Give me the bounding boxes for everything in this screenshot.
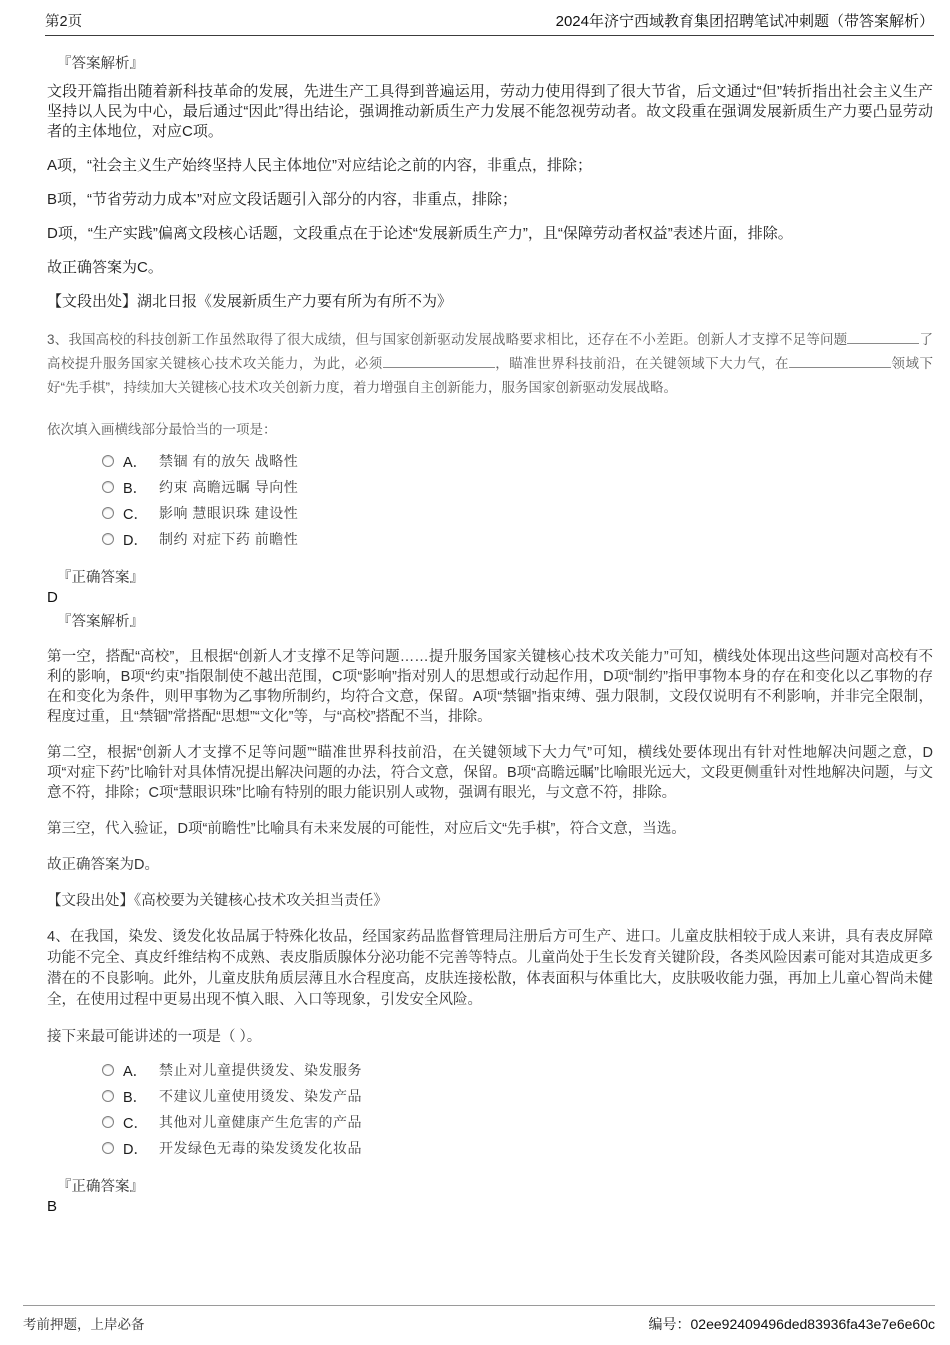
page-header [45, 10, 934, 36]
option-letter: D． [123, 532, 148, 549]
option-text: 禁止对儿童提供烫发、染发服务 [159, 1062, 362, 1078]
option-text: 开发绿色无毒的染发烫发化妆品 [159, 1140, 362, 1156]
option-letter: B． [123, 1089, 148, 1106]
serial-value: 02ee92409496ded83936fa43e7e6e60c [690, 1316, 935, 1332]
answer-analysis-heading: 『答案解析』 [57, 56, 144, 72]
option-c[interactable] [47, 500, 933, 526]
option-letter: B． [123, 480, 148, 497]
question-3-instruction: 依次填入画横线部分最恰当的一项是： [47, 422, 277, 437]
option-text: 影响 慧眼识珠 建设性 [159, 505, 299, 521]
fill-in-blank [789, 356, 891, 368]
option-a[interactable] [47, 1057, 933, 1083]
option-d[interactable] [47, 526, 933, 552]
question-4-instruction: 接下来最可能讲述的一项是（ ）。 [47, 1029, 262, 1045]
page-footer [23, 1305, 935, 1334]
option-letter: A． [123, 1063, 148, 1080]
radio-button[interactable] [102, 481, 114, 493]
stem-text: 领域下好“先手棋”，持续加大关键核心技术攻关创新力度，着力增强自主创新能力，服务国家创新驱动发展战略。 [47, 356, 934, 395]
option-letter: A． [123, 454, 148, 471]
analysis-paragraph: D项，“生产实践”偏离文段核心话题，文段重点在于论述“发展新质生产力”，且“保障劳动者权益”表述片面，排除。 [47, 225, 793, 242]
radio-button[interactable] [102, 507, 114, 519]
fill-in-blank [847, 332, 919, 344]
option-text: 不建议儿童使用烫发、染发产品 [159, 1088, 362, 1104]
question-3-answer-block [47, 566, 933, 631]
radio-button[interactable] [102, 1116, 114, 1128]
answer-analysis-heading: 『答案解析』 [57, 614, 144, 630]
analysis-paragraph: 第一空，搭配“高校”，且根据“创新人才支撑不足等问题……提升服务国家关键核心技术攻关能力”可知，横线处体现出这些问题对高校有不利的影响，B项“约束”指限制使不越出范围，C项“影响”指对别人的思想或行动起作用，D项“制约”指甲事物本身的存在和变化以乙事物的存在和变化为条件，则甲事物为乙事物所制约，均符合文意，保留。A项“禁锢”指束缚、强力限制，文段仅说明有不利影响，并非完全限制，程度过重，且“禁锢”常搭配“思想”“文化”等，与“高校”搭配不当，排除。 [47, 649, 933, 725]
analysis-paragraph: A项，“社会主义生产始终坚持人民主体地位”对应结论之前的内容，非重点，排除； [47, 157, 592, 174]
radio-button[interactable] [102, 1090, 114, 1102]
conclusion-text: 故正确答案为C。 [47, 259, 163, 276]
stem-text: 了高校提升服务国家关键核心技术攻关能力，为此，必须 [47, 332, 933, 371]
fill-in-blank [383, 356, 495, 368]
analysis-paragraph: 第三空，代入验证，D项“前瞻性”比喻具有未来发展的可能性，对应后文“先手棋”，符合文意，当选。 [47, 821, 686, 837]
option-letter: C． [123, 1115, 148, 1132]
source-reference: 【文段出处】湖北日报《发展新质生产力要有所为有所不为》 [47, 293, 453, 310]
analysis-paragraph: B项，“节省劳动力成本”对应文段话题引入部分的内容，非重点，排除； [47, 191, 517, 208]
analysis-paragraph: 文段开篇指出随着新科技革命的发展，先进生产工具得到普遍运用，劳动力使用得到了很大节省，后文通过“但”转折指出社会主义生产坚持以人民为中心，最后通过“因此”得出结论，强调推动新质生产力发展不能忽视劳动者。故文段重在强调发展新质生产力要凸显劳动者的主体地位，对应C项。 [47, 83, 933, 140]
option-b[interactable] [47, 474, 933, 500]
document-title: 2024年济宁西域教育集团招聘笔试冲刺题（带答案解析） [555, 13, 934, 30]
option-c[interactable] [47, 1109, 933, 1135]
option-letter: C． [123, 506, 148, 523]
option-b[interactable] [47, 1083, 933, 1109]
source-reference: 【文段出处】《高校要为关键核心技术攻关担当责任》 [47, 893, 388, 909]
question-3-options [47, 448, 933, 552]
option-text: 禁锢 有的放矢 战略性 [159, 453, 299, 469]
radio-button[interactable] [102, 455, 114, 467]
option-text: 约束 高瞻远瞩 导向性 [159, 479, 299, 495]
question-4-stem: 4、在我国，染发、烫发化妆品属于特殊化妆品，经国家药品监督管理局注册后方可生产、进口。儿童皮肤相较于成人来讲，具有表皮屏障功能不完全、真皮纤维结构不成熟、表皮脂质腺体分泌功能不完善等特点。儿童尚处于生长发育关键阶段，各类风险因素可能对其造成更多潜在的不良影响。此外，儿童皮肤角质层薄且水合程度高，皮肤连接松散，体表面积与体重比大，皮肤吸收能力强，再加上儿童心智尚未健全，在使用过程中更易出现不慎入眼、入口等现象，引发安全风险。 [47, 929, 933, 1008]
serial-label: 编号： [648, 1316, 691, 1332]
conclusion-text: 故正确答案为D。 [47, 857, 159, 873]
correct-answer-value: B [47, 1198, 58, 1215]
question-3-stem [47, 328, 933, 400]
question-4-answer-block [47, 1175, 933, 1215]
option-letter: D． [123, 1141, 148, 1158]
stem-text: ，瞄准世界科技前沿，在关键领域下大力气，在 [494, 356, 790, 371]
page-number: 第2页 [45, 14, 83, 30]
option-text: 其他对儿童健康产生危害的产品 [159, 1114, 362, 1130]
stem-text: 3、我国高校的科技创新工作虽然取得了很大成绩，但与国家创新驱动发展战略要求相比，还存在不小差距。创新人才支撑不足等问题 [47, 332, 848, 347]
page-content [47, 52, 933, 1219]
option-text: 制约 对症下药 前瞻性 [159, 531, 299, 547]
correct-answer-value: D [47, 589, 58, 606]
footer-slogan: 考前押题，上岸必备 [23, 1317, 145, 1332]
radio-button[interactable] [102, 1142, 114, 1154]
analysis-paragraph: 第二空，根据“创新人才支撑不足等问题”“瞄准世界科技前沿，在关键领域下大力气”可知，横线处要体现出有针对性地解决问题之意，D项“对症下药”比喻针对具体情况提出解决问题的办法，符合文意，保留。B项“高瞻远瞩”比喻眼光远大，文段更侧重针对性地解决问题，与文意不符，排除；C项“慧眼识珠”比喻有特别的眼力能识别人或物，强调有眼光，与文意不符，排除。 [47, 745, 933, 801]
correct-answer-heading: 『正确答案』 [57, 1179, 144, 1195]
radio-button[interactable] [102, 533, 114, 545]
correct-answer-heading: 『正确答案』 [57, 570, 144, 586]
document-serial [649, 1314, 935, 1334]
option-d[interactable] [47, 1135, 933, 1161]
radio-button[interactable] [102, 1064, 114, 1076]
option-a[interactable] [47, 448, 933, 474]
question-4-options [47, 1057, 933, 1161]
